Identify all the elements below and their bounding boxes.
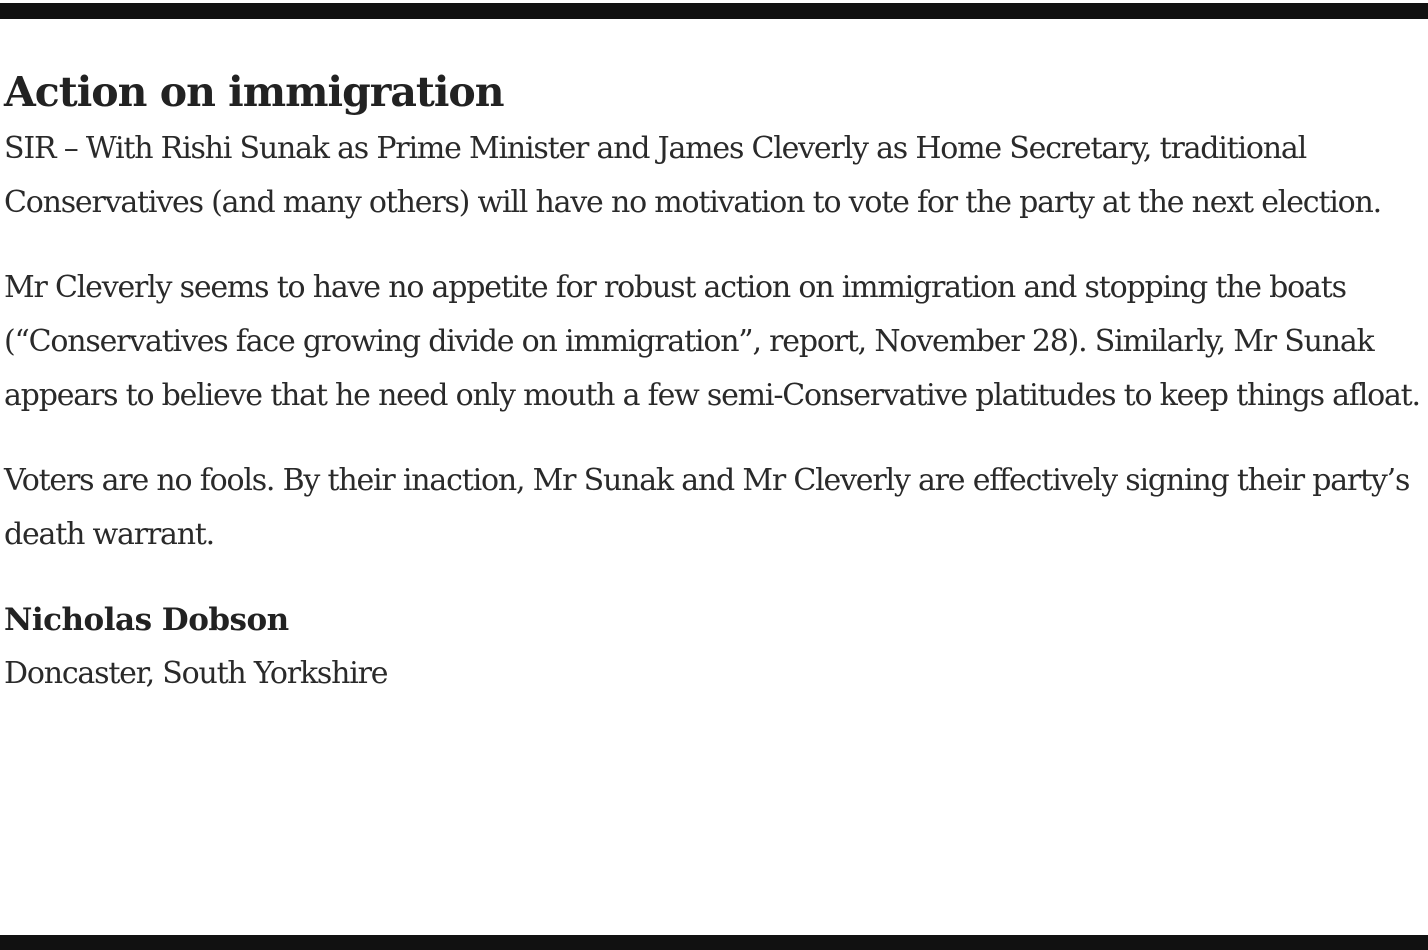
bottom-divider-rule [0,935,1428,950]
letter-headline: Action on immigration [4,68,504,116]
letter-author-location: Doncaster, South Yorkshire [4,656,388,691]
top-divider-rule [0,3,1428,19]
letter-paragraph: Mr Cleverly seems to have no appetite for robust action on immigration and stopping the boats (“Conservatives face growing divide on immigration”, report, November 28). Similarly, Mr Sunak appears to believe that he need only mouth a few semi-Conservative platitudes to keep things afloat. [4,270,1420,413]
letter-to-editor [4,62,1422,701]
letter-author: Nicholas Dobson [4,602,289,638]
letter-paragraph: Voters are no fools. By their inaction, Mr Sunak and Mr Cleverly are effectively signing their party’s death warrant. [4,463,1410,552]
letter-paragraph: SIR – With Rishi Sunak as Prime Minister and James Cleverly as Home Secretary, traditional Conservatives (and many others) will have no motivation to vote for the party at the next election. [4,131,1381,220]
